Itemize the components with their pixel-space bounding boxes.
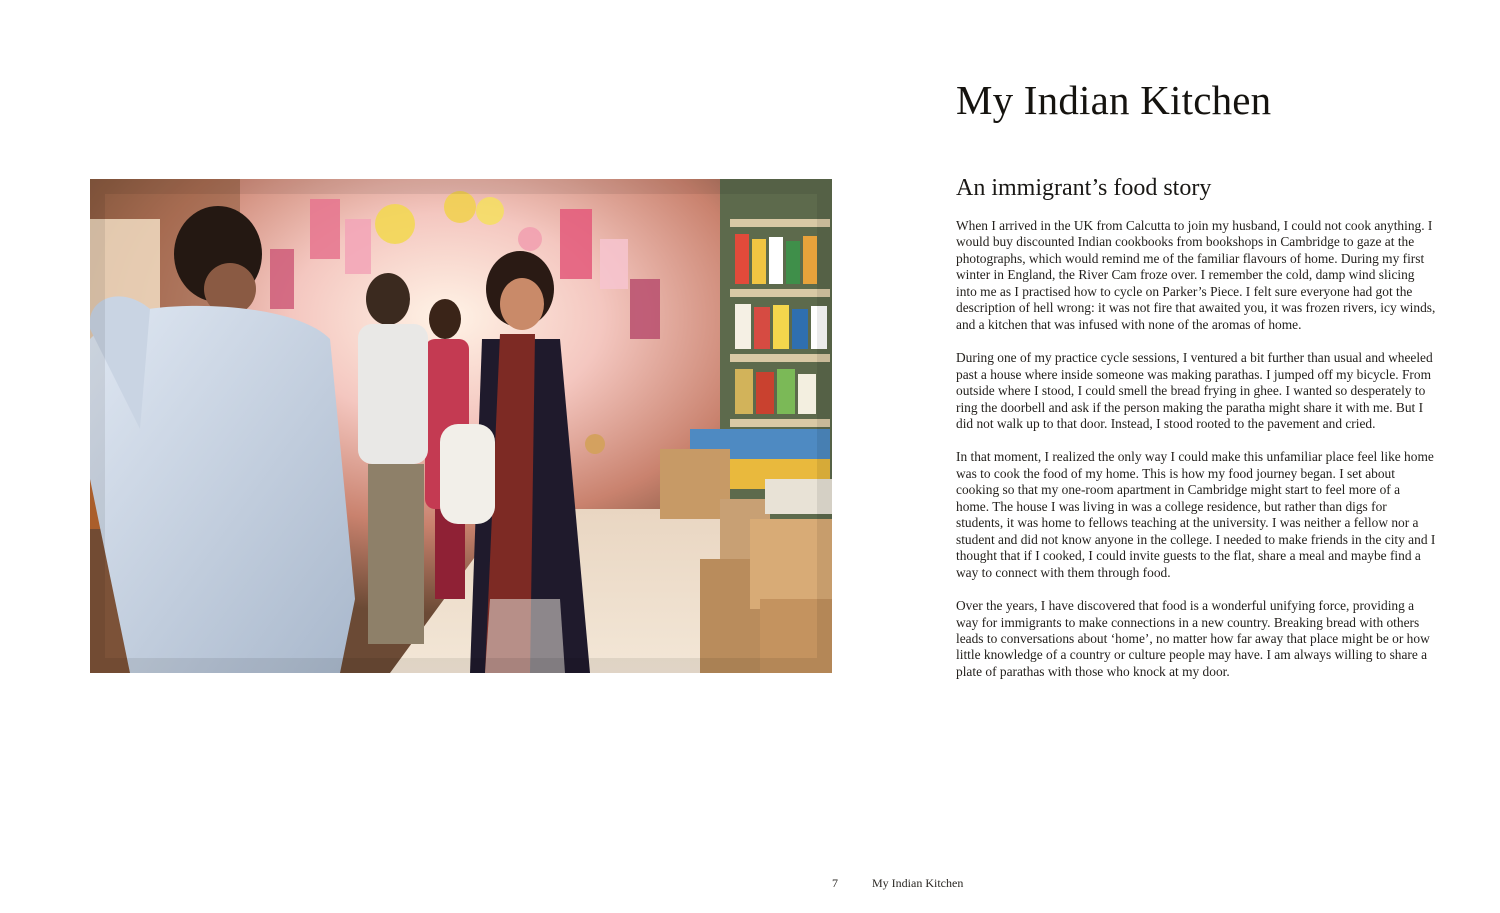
article-body [956,218,1436,697]
market-photo [90,179,832,673]
paragraph: During one of my practice cycle sessions, I ventured a bit further than usual and wheeled past a house where inside someone was making parathas. I jumped off my bicycle. From outside where I stood, I could smell the bread frying in ghee. I wanted so desperately to ring the doorbell and ask if the person making the paratha might share it with me. But I did not walk up to that door. Instead, I stood rooted to the pavement and cried. [956,350,1433,431]
paragraph: Over the years, I have discovered that food is a wonderful unifying force, providing a way for immigrants to make connections in a new country. Breaking bread with others leads to conversations about ‘home’, no matter how far away that place might be or how little knowledge of a country or culture people may have. I am always willing to share a plate of parathas with those who knock at my door. [956,598,1430,679]
paragraph: In that moment, I realized the only way I could make this unfamiliar place feel like home was to cook the food of my home. This is how my food journey began. I set about cooking so that my one-room apartment in Cambridge might start to feel more of a home. The house I was living in was a college residence, but rather than digs for students, it was home to fellows teaching at the university. I was neither a fellow nor a student and did not know anyone in the college. I needed to make friends in the city and I thought that if I cooked, I could invite guests to the flat, share a meal and maybe find a way to connect with them through food. [956,449,1436,580]
page-footer [0,876,1500,892]
page-title: My Indian Kitchen [956,77,1272,123]
paragraph: When I arrived in the UK from Calcutta to join my husband, I could not cook anything. I would buy discounted Indian cookbooks from bookshops in Cambridge to gaze at the photographs, which would remind me of the familiar flavours of home. During my first winter in England, the River Cam froze over. I remember the cold, damp wind slicing into me as I practised how to cycle on Parker’s Piece. I felt sure everyone had got the description of hell wrong: it was not fire that awaited you, it was frozen rivers, icy winds, and a kitchen that was infused with none of the aromas of home. [956,218,1436,332]
section-subtitle: An immigrant’s food story [956,175,1212,201]
page-number: 7 [832,876,838,890]
running-head: My Indian Kitchen [872,876,964,890]
